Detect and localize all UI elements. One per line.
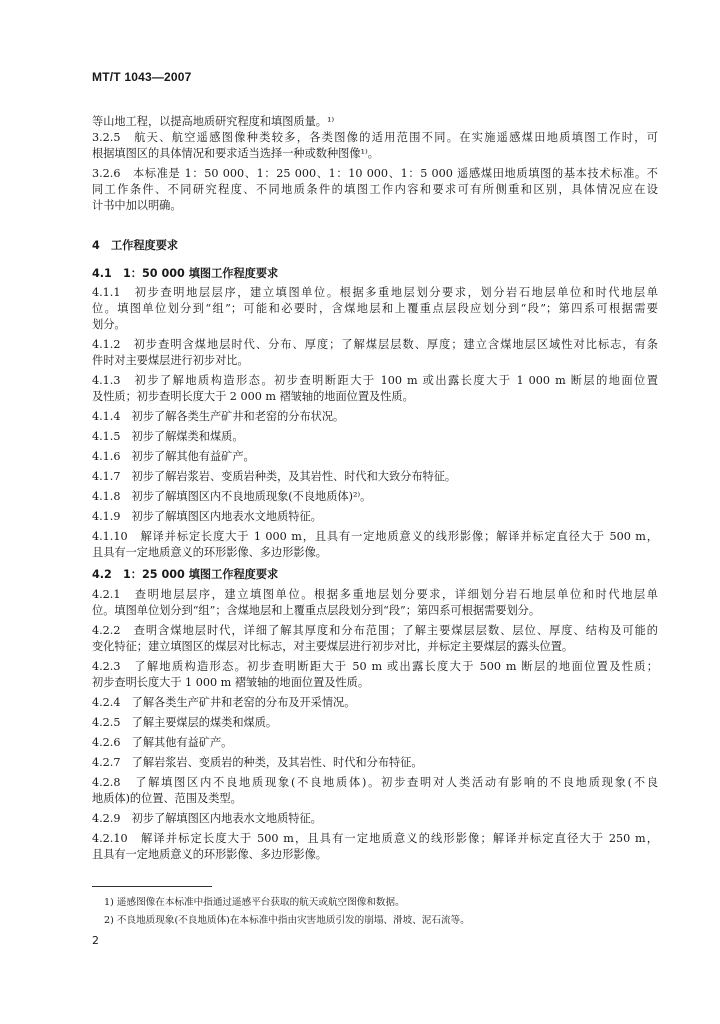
text-line: 及性质；初步查明长度大于 2 000 m 褶皱轴的地面位置及性质。 (92, 390, 414, 403)
clause-4-1-10: 4.1.10 解译并标定长度大于 1 000 m，且具有一定地质意义的线形影像；解译并标定直径大于 500 m， (92, 530, 658, 543)
clause-4-2-5: 4.2.5 了解主要煤层的煤类和煤质。 (92, 716, 278, 729)
page-number: 2 (92, 934, 99, 947)
clause-4-2-8: 4.2.8 了解填图区内不良地质现象(不良地质体)。初步查明对人类活动有影响的不良地质现象(不良 (92, 776, 658, 789)
clause-4-1-9: 4.1.9 初步了解填图区内地表水文地质特征。 (92, 510, 322, 523)
clause-4-2-10: 4.2.10 解译并标定长度大于 500 m，且具有一定地质意义的线形影像；解译并标定直径大于 250 m， (92, 832, 658, 845)
text-line: 等山地工程，以提高地质研究程度和填图质量。¹⁾ (92, 115, 335, 128)
footnote-rule (92, 886, 212, 887)
clause-4-1-4: 4.1.4 初步了解各类生产矿井和老窑的分布状况。 (92, 410, 345, 423)
text-line: 同工作条件、不同研究程度、不同地质条件的填图工作内容和要求可有所侧重和区别，具体情况应在设 (92, 183, 658, 196)
subsection-heading-4-1: 4.1 1：50 000 填图工作程度要求 (92, 267, 279, 280)
clause-4-2-6: 4.2.6 了解其他有益矿产。 (92, 736, 233, 749)
clause-4-1-2: 4.1.2 初步查明含煤地层时代、分布、厚度；了解煤层层数、厚度；建立含煤地层区域性对比标志，有条 (92, 338, 658, 351)
subsection-heading-4-2: 4.2 1：25 000 填图工作程度要求 (92, 568, 279, 581)
standard-number-header: MT/T 1043—2007 (92, 70, 192, 84)
text-line: 且具有一定地质意义的环形影像、多边形影像。 (92, 546, 327, 559)
text-line: 划分。 (92, 318, 126, 331)
clause-4-1-3: 4.1.3 初步了解地质构造形态。初步查明断距大于 100 m 或出露长度大于 1 000 m 断层的地面位置 (92, 374, 658, 387)
clause-4-1-8: 4.1.8 初步了解填图区内不良地质现象(不良地质体)²⁾。 (92, 490, 372, 503)
clause-4-1-7: 4.1.7 初步了解岩浆岩、变质岩种类，及其岩性、时代和大致分布特征。 (92, 470, 457, 483)
clause-3-2-5: 3.2.5 航天、航空遥感图像种类较多，各类图像的适用范围不同。在实施遥感煤田地质填图工作时，可 (92, 131, 658, 144)
footnote-2: 2) 不良地质现象(不良地质体)在本标准中指由灾害地质引发的崩塌、滑坡、泥石流等。 (104, 915, 470, 926)
clause-4-2-4: 4.2.4 了解各类生产矿井和老窑的分布及开采情况。 (92, 696, 356, 709)
clause-3-2-6: 3.2.6 本标准是 1：50 000、1：25 000、1：10 000、1：5 000 遥感煤田地质填图的基本技术标准。不 (92, 167, 658, 180)
text-line: 初步查明长度大于 1 000 m 褶皱轴的地面位置及性质。 (92, 676, 370, 689)
text-line: 且具有一定地质意义的环形影像、多边形影像。 (92, 848, 327, 861)
text-line: 变化特征；建立填图区的煤层对比标志，对主要煤层进行初步对比，并标定主要煤层的露头位置。 (92, 640, 574, 653)
text-line: 根据填图区的具体情况和要求适当选择一种或数种图像¹⁾。 (92, 147, 379, 160)
clause-4-2-2: 4.2.2 查明含煤地层时代，详细了解其厚度和分布范围；了解主要煤层层数、层位、厚度、结构及可能的 (92, 624, 658, 637)
clause-4-1-5: 4.1.5 初步了解煤类和煤质。 (92, 430, 244, 443)
text-line: 地质体)的位置、范围及类型。 (92, 792, 242, 805)
text-line: 位。填图单位划分到“组”；可能和必要时，含煤地层和上覆重点层段应划分到“段”；第四系可根据需要 (92, 302, 658, 315)
clause-4-2-9: 4.2.9 初步了解填图区内地表水文地质特征。 (92, 812, 322, 825)
clause-4-1-1: 4.1.1 初步查明地层层序，建立填图单位。根据多重地层划分要求，划分岩石地层单位和时代地层单 (92, 286, 658, 299)
clause-4-2-3: 4.2.3 了解地质构造形态。初步查明断距大于 50 m 或出露长度大于 500 m 断层的地面位置及性质； (92, 660, 658, 673)
clause-4-2-1: 4.2.1 查明地层层序，建立填图单位。根据多重地层划分要求，详细划分岩石地层单位和时代地层单 (92, 588, 658, 601)
text-line: 计书中加以明确。 (92, 199, 182, 212)
section-heading-4: 4 工作程度要求 (92, 239, 179, 252)
text-line: 位。填图单位划分到“组”；含煤地层和上覆重点层段划分到“段”；第四系可根据需要划分。 (92, 604, 541, 617)
clause-4-2-7: 4.2.7 了解岩浆岩、变质岩的种类，及其岩性、时代和分布特征。 (92, 756, 423, 769)
clause-4-1-6: 4.1.6 初步了解其他有益矿产。 (92, 450, 255, 463)
footnote-1: 1) 遥感图像在本标准中指通过遥感平台获取的航天或航空图像和数据。 (104, 897, 405, 908)
text-line: 件时对主要煤层进行初步对比。 (92, 354, 249, 367)
